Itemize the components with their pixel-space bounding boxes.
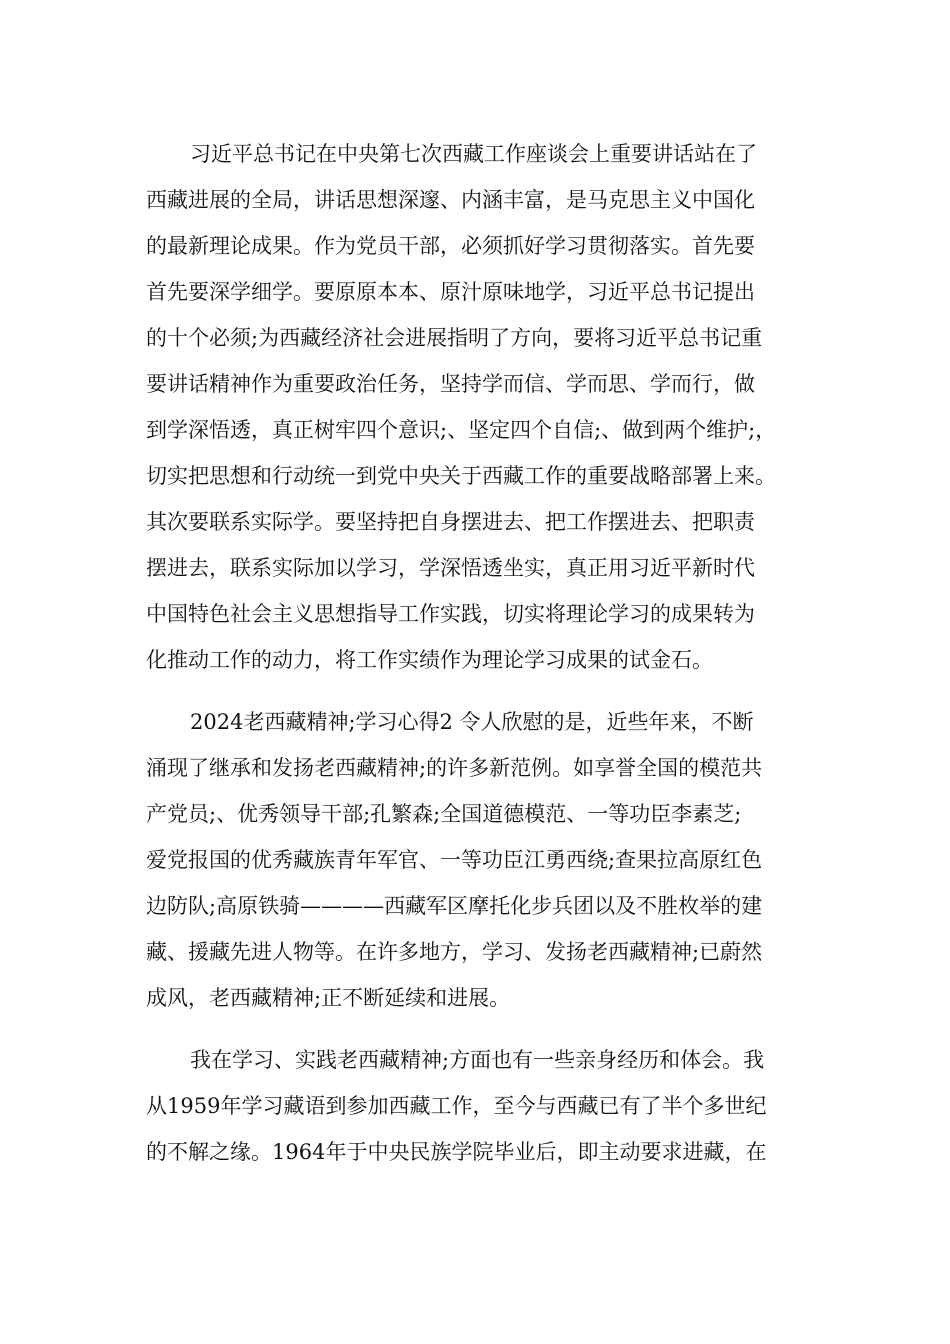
text-line: 化推动工作的动力，将工作实绩作为理论学习成果的试金石。 — [146, 648, 713, 672]
paragraph-2 — [146, 699, 826, 1021]
text-line: 到学深悟透，真正树牢四个意识;、坚定四个自信;、做到两个维护;， — [146, 418, 777, 442]
document-body — [146, 131, 826, 1175]
text-line: 边防队;高原铁骑————西藏军区摩托化步兵团以及不胜枚举的建 — [146, 894, 763, 918]
text-line: 的十个必须;为西藏经济社会进展指明了方向，要将习近平总书记重 — [146, 326, 763, 350]
text-line: 爱党报国的优秀藏族青年军官、一等功臣江勇西绕;查果拉高原红色 — [146, 848, 763, 872]
paragraph-3 — [146, 1037, 826, 1175]
text-line: 成风，老西藏精神;正不断延续和进展。 — [146, 986, 511, 1010]
text-line: 2024老西藏精神;学习心得2 令人欣慰的是，近些年来，不断 — [190, 710, 754, 734]
text-line: 涌现了继承和发扬老西藏精神;的许多新范例。如享誉全国的模范共 — [146, 756, 763, 780]
text-line: 习近平总书记在中央第七次西藏工作座谈会上重要讲话站在了 — [190, 142, 757, 166]
text-line: 切实把思想和行动统一到党中央关于西藏工作的重要战略部署上来。 — [146, 464, 776, 488]
text-line: 产党员;、优秀领导干部;孔繁森;全国道德模范、一等功臣李素芝; — [146, 802, 742, 826]
text-line: 我在学习、实践老西藏精神;方面也有一些亲身经历和体会。我 — [190, 1048, 765, 1072]
text-line: 摆进去，联系实际加以学习，学深悟透坐实，真正用习近平新时代 — [146, 556, 755, 580]
text-line: 要讲话精神作为重要政治任务，坚持学而信、学而思、学而行，做 — [146, 372, 755, 396]
paragraph-1 — [146, 131, 826, 683]
text-line: 其次要联系实际学。要坚持把自身摆进去、把工作摆进去、把职责 — [146, 510, 755, 534]
text-line: 藏、援藏先进人物等。在许多地方，学习、发扬老西藏精神;已蔚然 — [146, 940, 763, 964]
text-line: 西藏进展的全局，讲话思想深邃、内涵丰富，是马克思主义中国化 — [146, 188, 755, 212]
text-line: 中国特色社会主义思想指导工作实践，切实将理论学习的成果转为 — [146, 602, 755, 626]
text-line: 的不解之缘。1964年于中央民族学院毕业后，即主动要求进藏，在 — [146, 1140, 767, 1164]
text-line: 从1959年学习藏语到参加西藏工作，至今与西藏已有了半个多世纪 — [146, 1094, 767, 1118]
text-line: 首先要深学细学。要原原本本、原汁原味地学，习近平总书记提出 — [146, 280, 755, 304]
text-line: 的最新理论成果。作为党员干部，必须抓好学习贯彻落实。首先要 — [146, 234, 755, 258]
